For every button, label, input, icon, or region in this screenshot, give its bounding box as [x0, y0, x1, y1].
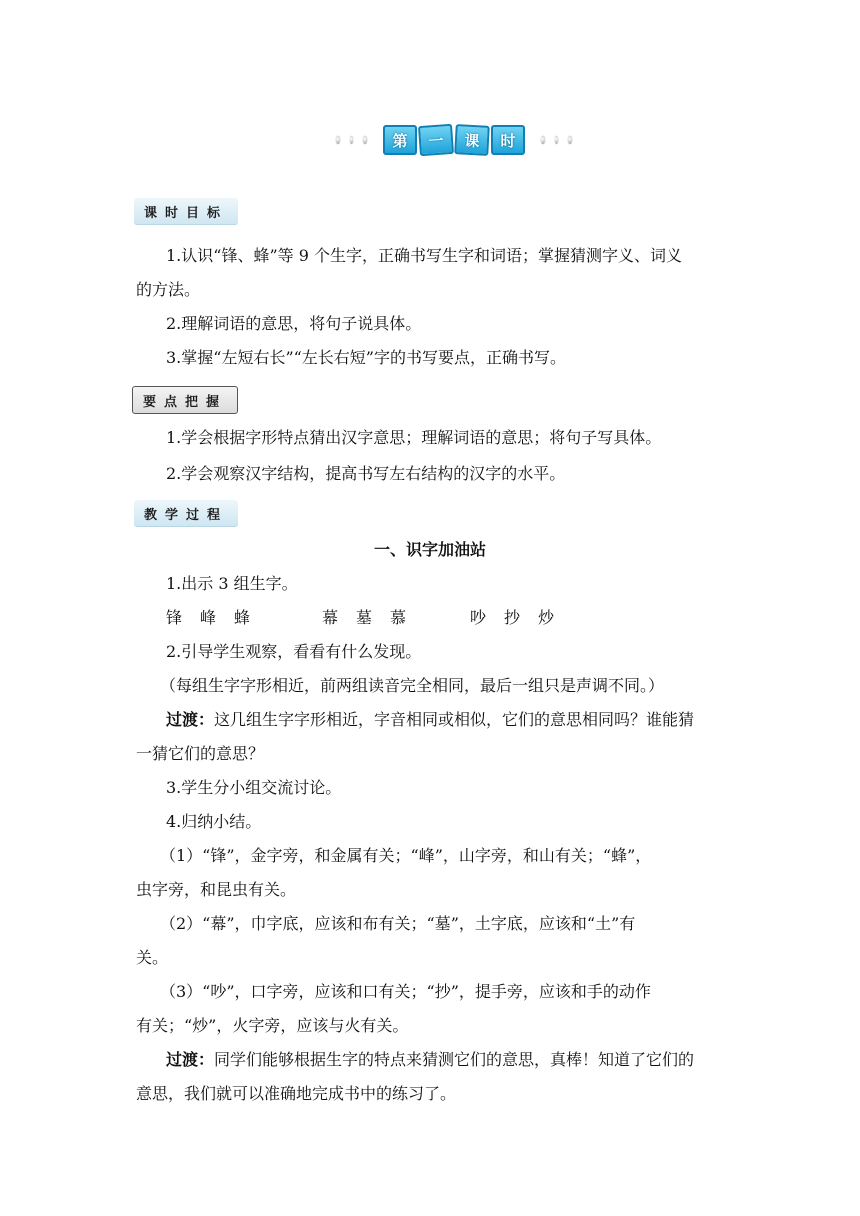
dot-icon — [568, 136, 572, 144]
character: 蜂 — [234, 608, 251, 627]
objective-line: 2.理解词语的意思，将句子说具体。 — [166, 314, 422, 333]
transition-text: 这几组生字字形相近，字音相同或相似，它们的意思相同吗？谁能猜 — [214, 710, 695, 729]
process-line: 2.引导学生观察，看看有什么发现。 — [166, 642, 422, 661]
transition-keyword: 过渡： — [166, 1050, 215, 1069]
section-label-key-points: 要点把握 — [132, 386, 238, 414]
summary-line: （1）“锋”，金字旁，和金属有关；“峰”，山字旁，和山有关；“蜂”， — [160, 846, 652, 865]
objective-line: 3.掌握“左短右长”“左长右短”字的书写要点，正确书写。 — [166, 348, 566, 367]
dot-icon — [541, 136, 545, 144]
summary-line: 关。 — [136, 948, 169, 967]
character: 幕 — [322, 608, 339, 627]
transition-line — [166, 1050, 786, 1070]
transition-line — [166, 710, 786, 730]
transition-line: 意思，我们就可以准确地完成书中的练习了。 — [136, 1084, 457, 1103]
character: 抄 — [504, 608, 521, 627]
key-point-line: 1.学会根据字形特点猜出汉字意思；理解词语的意思；将句子写具体。 — [166, 428, 662, 447]
key-point-line: 2.学会观察汉字结构，提高书写左右结构的汉字的水平。 — [166, 464, 566, 483]
lesson-banner — [336, 124, 572, 156]
dot-icon — [336, 136, 340, 144]
process-line: 3.学生分小组交流讨论。 — [166, 778, 342, 797]
dot-icon — [555, 136, 559, 144]
character: 吵 — [470, 608, 487, 627]
objective-line: 1.认识“锋、蜂”等 9 个生字，正确书写生字和词语；掌握猜测字义、词义 — [166, 246, 682, 265]
badge-char: 一 — [418, 124, 454, 156]
summary-line: （2）“幕”，巾字底，应该和布有关；“墓”，土字底，应该和“土”有 — [160, 914, 636, 933]
transition-line: 一猜它们的意思？ — [136, 744, 265, 763]
section-label-objectives: 课时目标 — [134, 198, 238, 224]
summary-line: （3）“吵”，口字旁，应该和口有关；“抄”，提手旁，应该和手的动作 — [160, 982, 651, 1001]
transition-keyword: 过渡： — [166, 710, 215, 729]
subheading: 一、识字加油站 — [373, 540, 486, 559]
dot-icon — [363, 136, 367, 144]
objective-line: 的方法。 — [136, 280, 201, 299]
character: 墓 — [356, 608, 373, 627]
process-line: 1.出示 3 组生字。 — [166, 574, 298, 593]
transition-text: 同学们能够根据生字的特点来猜测它们的意思，真棒！知道了它们的 — [214, 1050, 695, 1069]
badge-char: 课 — [454, 124, 490, 156]
process-note: （每组生字字形相近，前两组读音完全相同，最后一组只是声调不同。） — [160, 676, 665, 695]
badge-char: 第 — [383, 125, 417, 155]
dot-icon — [350, 136, 354, 144]
section-label-process: 教学过程 — [134, 500, 238, 526]
summary-line: 虫字旁，和昆虫有关。 — [136, 880, 297, 899]
summary-line: 有关；“炒”，火字旁，应该与火有关。 — [136, 1016, 409, 1035]
lesson-badge — [383, 125, 525, 155]
character: 峰 — [200, 608, 217, 627]
character: 慕 — [390, 608, 407, 627]
badge-char: 时 — [491, 125, 525, 155]
character: 锋 — [166, 608, 183, 627]
character: 炒 — [538, 608, 555, 627]
process-line: 4.归纳小结。 — [166, 812, 262, 831]
